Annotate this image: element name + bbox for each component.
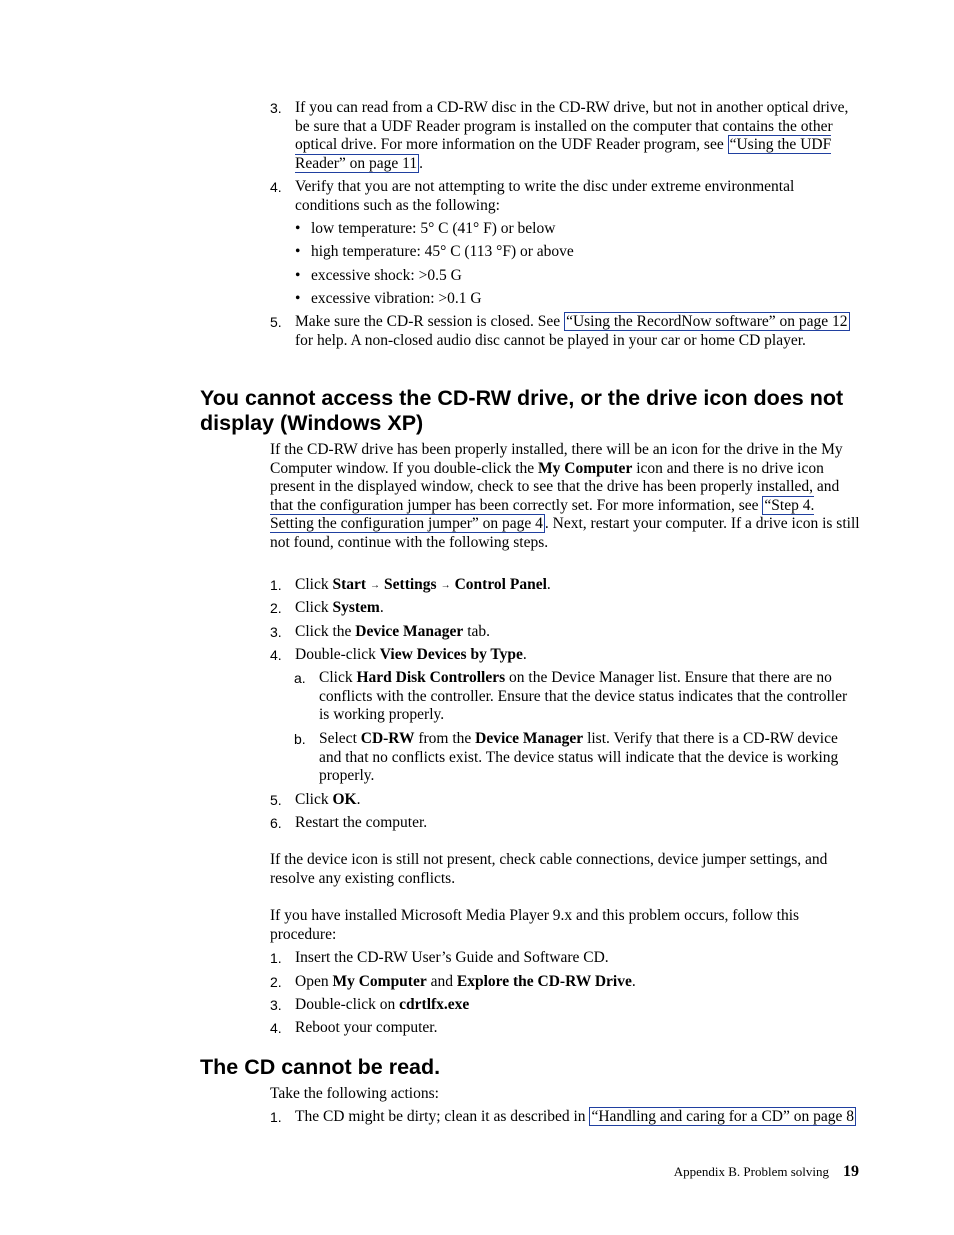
step-number: 3. [270, 997, 282, 1013]
section-heading: The CD cannot be read. [200, 1055, 441, 1079]
page-number: 19 [843, 1163, 859, 1180]
step-number: 5. [270, 792, 282, 808]
link-handling-cd[interactable]: “Handling and caring for a CD” on page 8 [591, 1108, 854, 1125]
step-number: 4. [270, 647, 282, 663]
link-recordnow[interactable]: “Using the RecordNow software” on page 12 [566, 313, 848, 330]
list-number: 4. [270, 179, 282, 195]
step-number: 1. [270, 577, 282, 593]
step-text: Double-click View Devices by Type. [295, 646, 527, 663]
list-number: 3. [270, 100, 282, 116]
bullet-marker: • [295, 220, 301, 237]
list-text: Verify that you are not attempting to write the disc under extreme environmental conditions such as the following: [295, 178, 795, 214]
step-number: 2. [270, 600, 282, 616]
link-udf-reader[interactable]: “Using the UDF Reader” on page 11 [295, 136, 832, 172]
paragraph: If the device icon is still not present, check cable connections, device jumper settings, and resolve any existing conflicts. [270, 851, 828, 887]
substep-letter: b. [294, 731, 306, 747]
footer-text: Appendix B. Problem solving [673, 1164, 829, 1179]
section-intro: If the CD-RW drive has been properly installed, there will be an icon for the drive in the My Computer window. If you double-click the My Computer icon and there is no drive icon present in the displayed window, check to see that the drive has been properly installed, and that the configuration jumper has been correctly set. For more information, see “Step 4. Setting the configuration jumper” on page 4 . Next, restart your computer. If a drive icon is still not found, continue with the following steps. [270, 441, 860, 551]
list-text: Make sure the CD-R session is closed. See “Using the RecordNow software” on page 12 for help. A non-closed audio disc cannot be played in your car or home CD player. [295, 313, 848, 349]
step-text: Insert the CD-RW User’s Guide and Software CD. [295, 949, 609, 966]
bullet-text: excessive vibration: >0.1 G [311, 290, 482, 307]
bullet-marker: • [295, 267, 301, 284]
substep-text: Select CD-RW from the Device Manager list. Verify that there is a CD-RW device and that no conflicts exist. The device status will indicate that the device is working properly. [319, 730, 839, 784]
bullet-marker: • [295, 243, 301, 260]
section-heading: You cannot access the CD-RW drive, or the drive icon does not display (Windows XP) [200, 386, 844, 435]
step-text: Open My Computer and Explore the CD-RW Drive. [295, 973, 636, 990]
step-number: 3. [270, 624, 282, 640]
page-footer [674, 1163, 859, 1181]
substep-letter: a. [294, 670, 306, 686]
step-text: Click System. [295, 599, 384, 616]
step-number: 6. [270, 815, 282, 831]
paragraph: If you have installed Microsoft Media Player 9.x and this problem occurs, follow this procedure: [270, 907, 800, 943]
list-text: If you can read from a CD-RW disc in the CD-RW drive, but not in another optical drive, be sure that a UDF Reader program is installed on the computer that contains the other optical drive. For more information on the UDF Reader program, see “Using the UDF Reader” on page 11 . [295, 99, 849, 172]
step-number: 2. [270, 974, 282, 990]
bullet-text: high temperature: 45° C (113 °F) or above [311, 243, 574, 260]
step-text: Click the Device Manager tab. [295, 623, 490, 640]
arrow-icon: → [370, 580, 381, 591]
link-config-jumper[interactable]: “Step 4. Setting the configuration jumper” on page 4 [270, 496, 815, 532]
step-text: Double-click on cdrtlfx.exe [295, 996, 470, 1013]
bullet-marker: • [295, 290, 301, 307]
step-text: The CD might be dirty; clean it as described in “Handling and caring for a CD” on page 8 [295, 1108, 854, 1125]
step-number: 1. [270, 1109, 282, 1125]
step-text: Restart the computer. [295, 814, 428, 831]
substep-text: Click Hard Disk Controllers on the Device Manager list. Ensure that there are no conflicts with the controller. Ensure that the device status indicates that the controller is working properly. [319, 669, 848, 723]
step-number: 4. [270, 1020, 282, 1036]
step-number: 1. [270, 950, 282, 966]
bullet-text: excessive shock: >0.5 G [311, 267, 462, 284]
step-text: Click OK. [295, 791, 361, 808]
bullet-text: low temperature: 5° C (41° F) or below [311, 220, 556, 237]
arrow-icon: → [440, 580, 451, 591]
step-text: Click Start → Settings → Control Panel. [295, 576, 551, 593]
section-intro: Take the following actions: [270, 1085, 439, 1102]
step-text: Reboot your computer. [295, 1019, 438, 1036]
list-number: 5. [270, 314, 282, 330]
